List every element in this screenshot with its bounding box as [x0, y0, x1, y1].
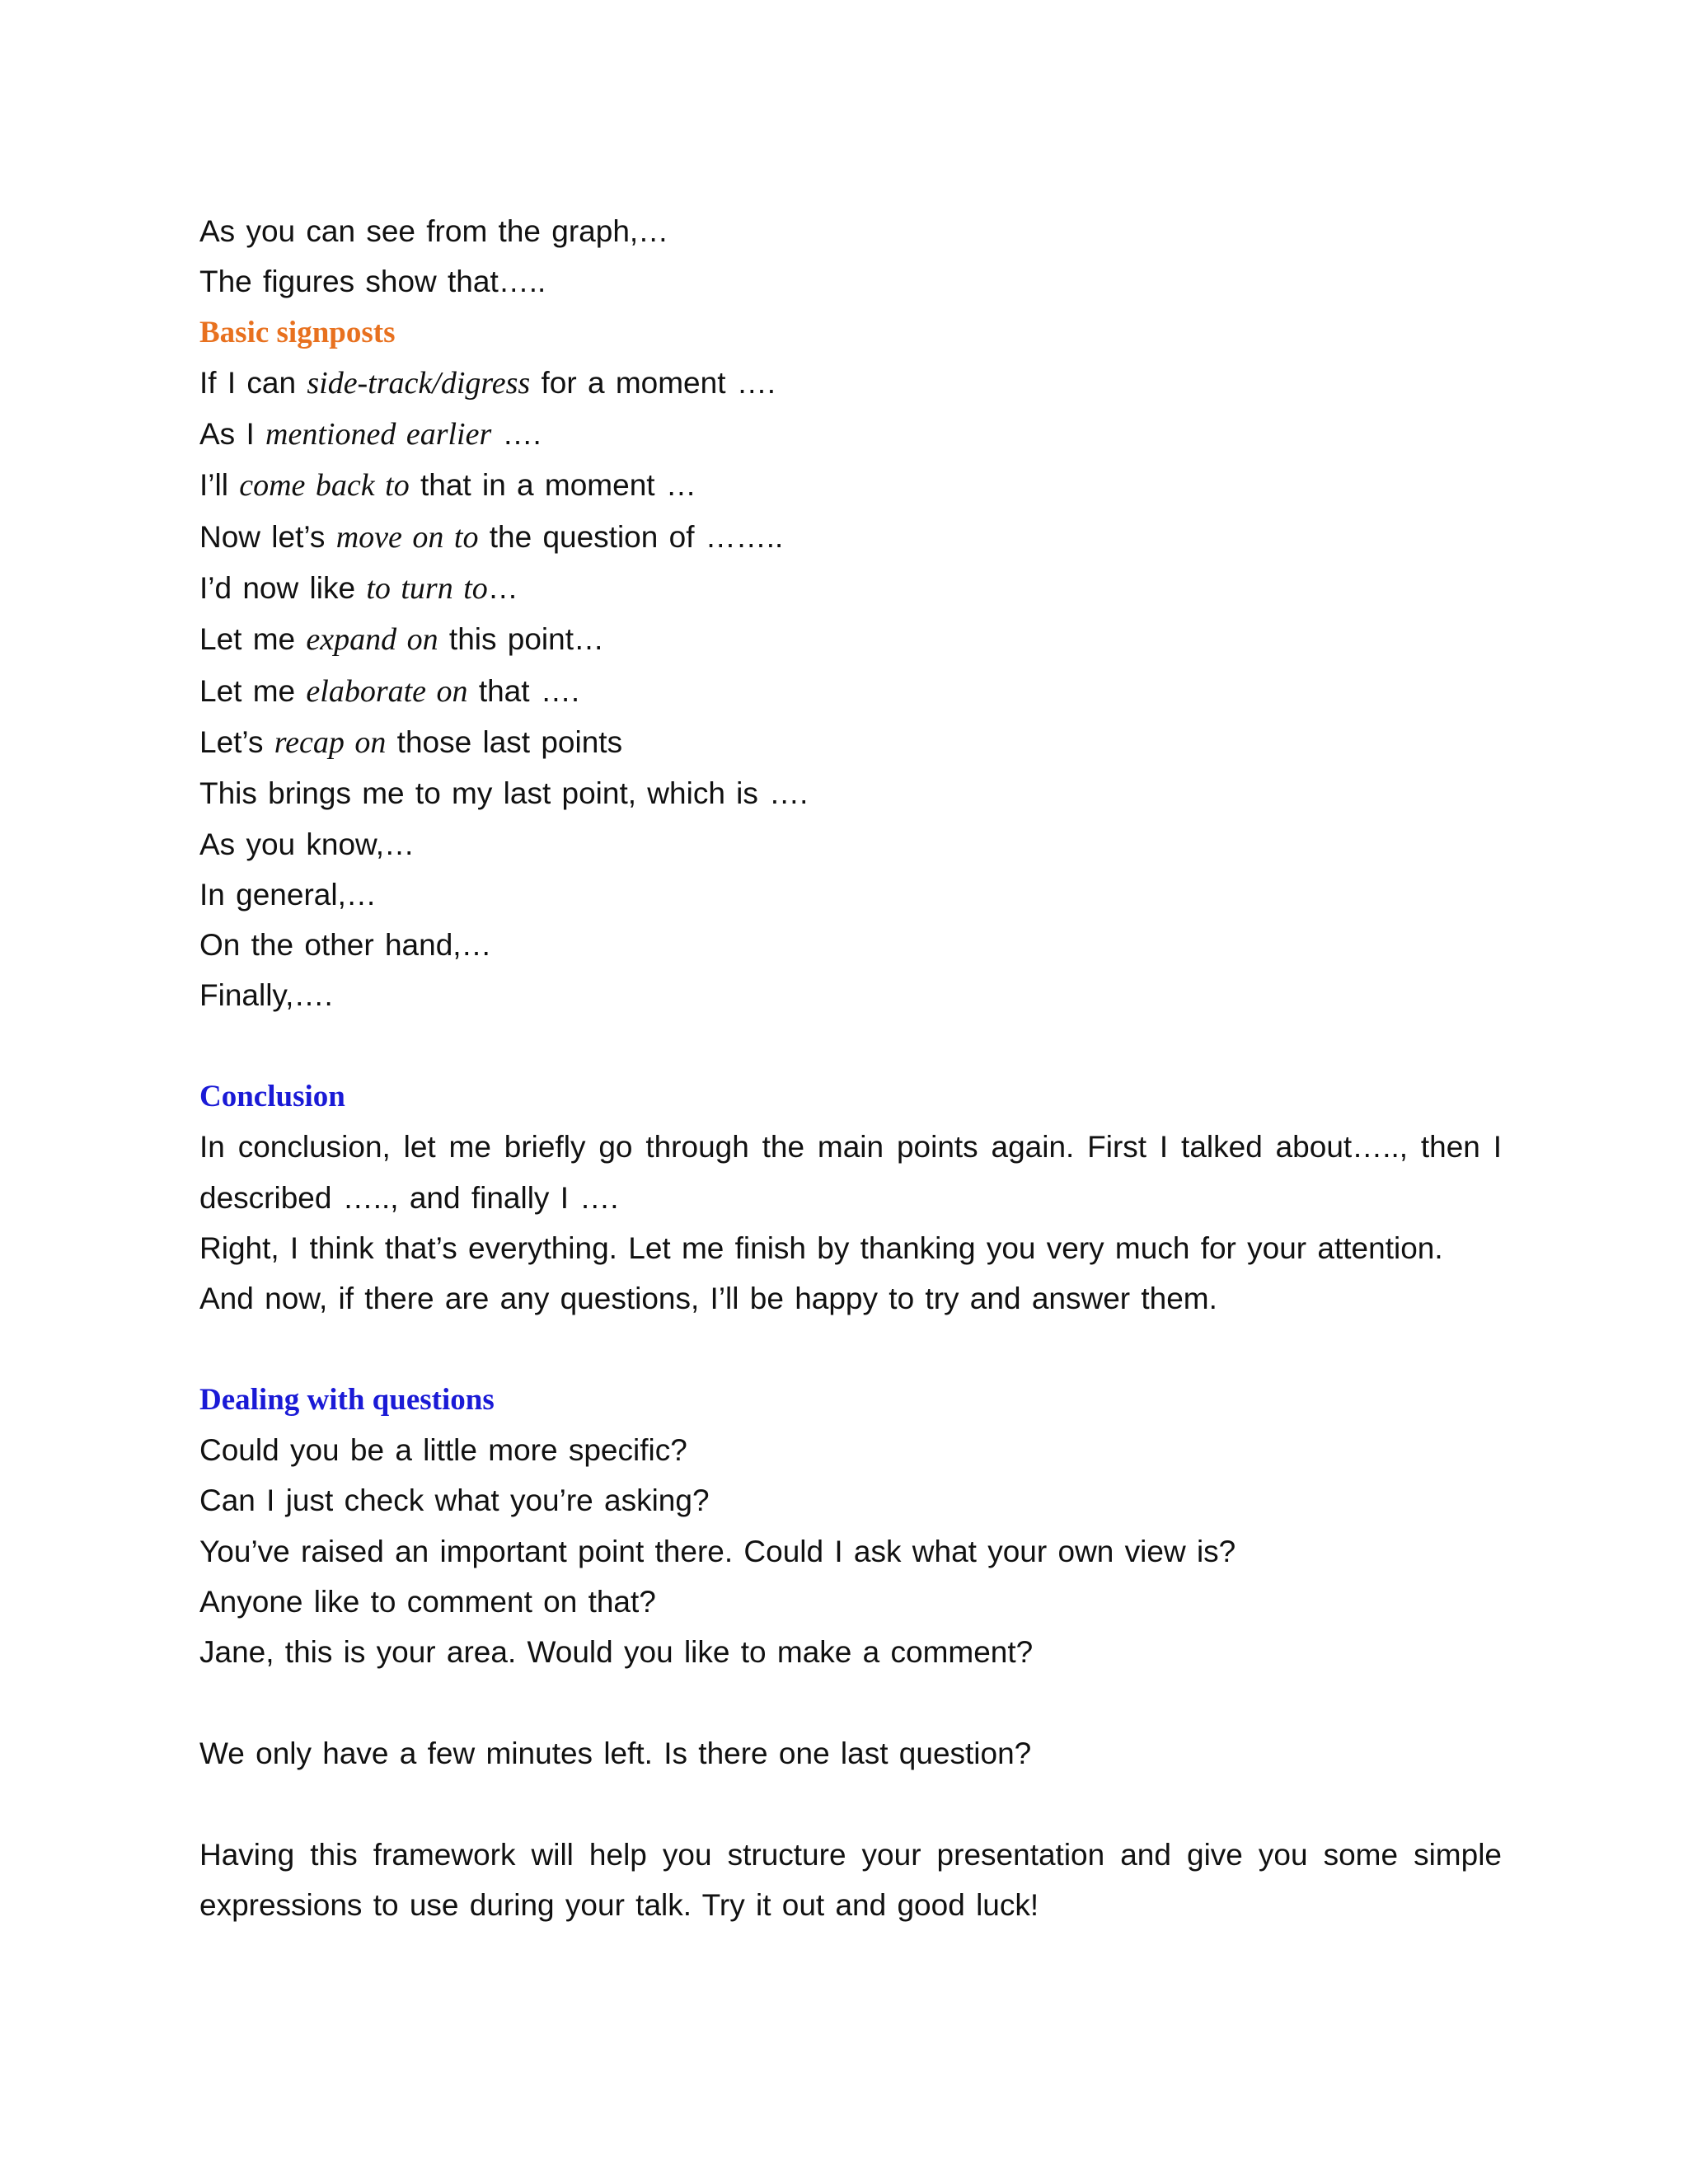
- signpost-line: I’d now like to turn to…: [199, 571, 518, 607]
- section-spacer: [199, 1324, 1502, 1375]
- question-line: Could you be a little more specific?: [199, 1433, 687, 1468]
- signpost-line: Let me elaborate on that ….: [199, 673, 580, 709]
- conclusion-line: And now, if there are any questions, I’ll be happy to try and answer them.: [199, 1282, 1217, 1316]
- section-spacer: [199, 1021, 1502, 1071]
- conclusion-heading: Conclusion: [199, 1080, 345, 1114]
- conclusion-line: Right, I think that’s everything. Let me finish by thanking you very much for your attention.: [199, 1230, 1443, 1265]
- intro-line: As you can see from the graph,…: [199, 214, 669, 248]
- signpost-line: If I can side-track/digress for a moment ….: [199, 365, 776, 401]
- basic-signposts-heading: Basic signposts: [199, 315, 396, 349]
- last-question-line: We only have a few minutes left. Is there one last question?: [199, 1736, 1032, 1770]
- section-spacer: [199, 1779, 1502, 1829]
- signpost-line: Let me expand on this point…: [199, 622, 605, 658]
- question-line: Jane, this is your area. Would you like to make a comment?: [199, 1635, 1034, 1670]
- signpost-line: As I mentioned earlier ….: [199, 417, 542, 452]
- signpost-line: I’ll come back to that in a moment …: [199, 468, 696, 504]
- closing-paragraph: Having this framework will help you structure your presentation and give you some simple expressions to use during your talk. Try it out and good luck!: [199, 1837, 1502, 1922]
- signpost-plain-line: On the other hand,…: [199, 928, 492, 963]
- section-spacer: [199, 1678, 1502, 1728]
- signpost-plain-line: As you know,…: [199, 827, 415, 861]
- questions-heading: Dealing with questions: [199, 1382, 495, 1417]
- document-body: [199, 206, 1502, 1930]
- signpost-line: Let’s recap on those last points: [199, 724, 623, 760]
- signpost-plain-line: Finally,….: [199, 978, 333, 1013]
- question-line: Can I just check what you’re asking?: [199, 1483, 710, 1518]
- intro-line: The figures show that…..: [199, 265, 546, 299]
- signpost-plain-line: This brings me to my last point, which is ….: [199, 776, 809, 811]
- signpost-line: Now let’s move on to the question of ……..: [199, 519, 784, 555]
- signpost-plain-line: In general,…: [199, 877, 377, 912]
- conclusion-paragraph: In conclusion, let me briefly go through the main points again. First I talked about….., then I described ….., and finally I ….: [199, 1130, 1502, 1215]
- question-line: Anyone like to comment on that?: [199, 1585, 656, 1619]
- question-line: You’ve raised an important point there. Could I ask what your own view is?: [199, 1534, 1236, 1568]
